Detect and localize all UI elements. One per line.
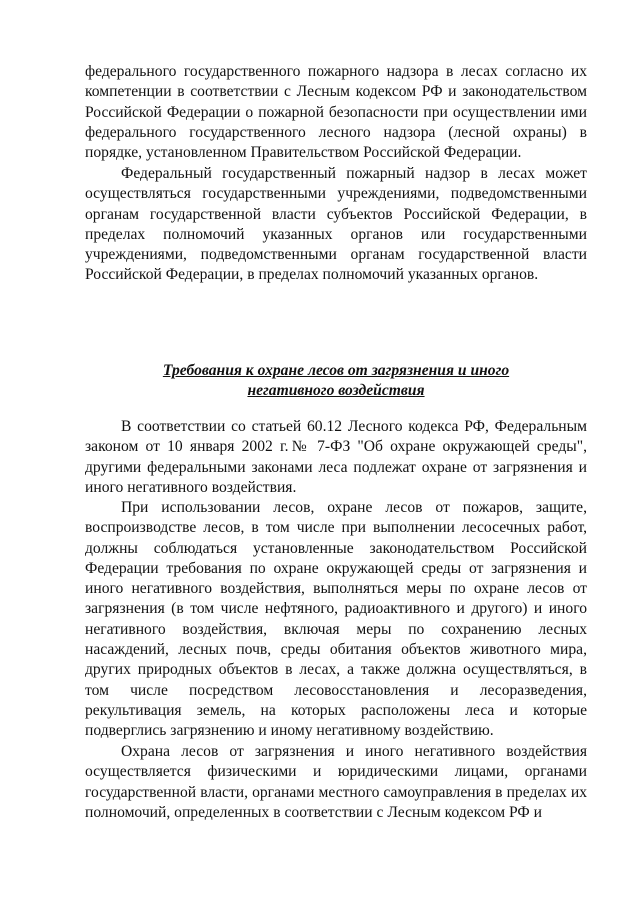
paragraph-legal-basis: В соответствии со статьей 60.12 Лесного кодекса РФ, Федеральным законом от 10 января 2002 г.№ 7-ФЗ "Об охране окружающей среды", другими федеральными законами леса подлежат охране от загрязнения и иного негативного воздействия. bbox=[85, 418, 587, 496]
paragraph-continuation: федерального государственного пожарного надзора в лесах согласно их компетенции в соответствии с Лесным кодексом РФ и законодательством Российской Федерации о пожарной безопасности при осуществлении ими федерального государственного лесного надзора (лесной охраны) в порядке, установленном Правительством Российской Федерации. bbox=[85, 63, 587, 162]
paragraph-protection-requirements: При использовании лесов, охране лесов от пожаров, защите, воспроизводстве лесов, в том числе при выполнении лесосечных работ, должны соблюдаться установленные законодательством Российской Федерации требования по охране окружающей среды от загрязнения и иного негативного воздействия, выполняться меры по охране лесов от загрязнения (в том числе нефтяного, радиоактивного и другого) и иного негативного воздействия, включая меры по сохранению лесных насаждений, лесных почв, среды обитания объектов животного мира, других природных объектов в лесах, а также должна осуществляться, в том числе посредством лесовосстановления и лесоразведения, рекультивация земель, на которых расположены леса и которые подверглись загрязнению и иному негативному воздействию. bbox=[85, 499, 587, 740]
paragraph-fire-supervision: Федеральный государственный пожарный надзор в лесах может осуществляться государственными учреждениями, подведомственными органам государственной власти субъектов Российской Федерации, в пределах полномочий указанных органов или государственными учреждениями, подведомственными органам государственной власти Российской Федерации, в пределах полномочий указанных органов. bbox=[85, 165, 587, 284]
section-heading-line-2: негативного воздействия bbox=[247, 382, 425, 399]
paragraph-responsible-parties: Охрана лесов от загрязнения и иного негативного воздействия осуществляется физическими и юридическими лицами, органами государственной власти, органами местного самоуправления в пределах их полномочий, определенных в соответствии с Лесным кодексом РФ и bbox=[85, 743, 587, 821]
section-heading-line-1: Требования к охране лесов от загрязнения и иного bbox=[162, 362, 510, 379]
